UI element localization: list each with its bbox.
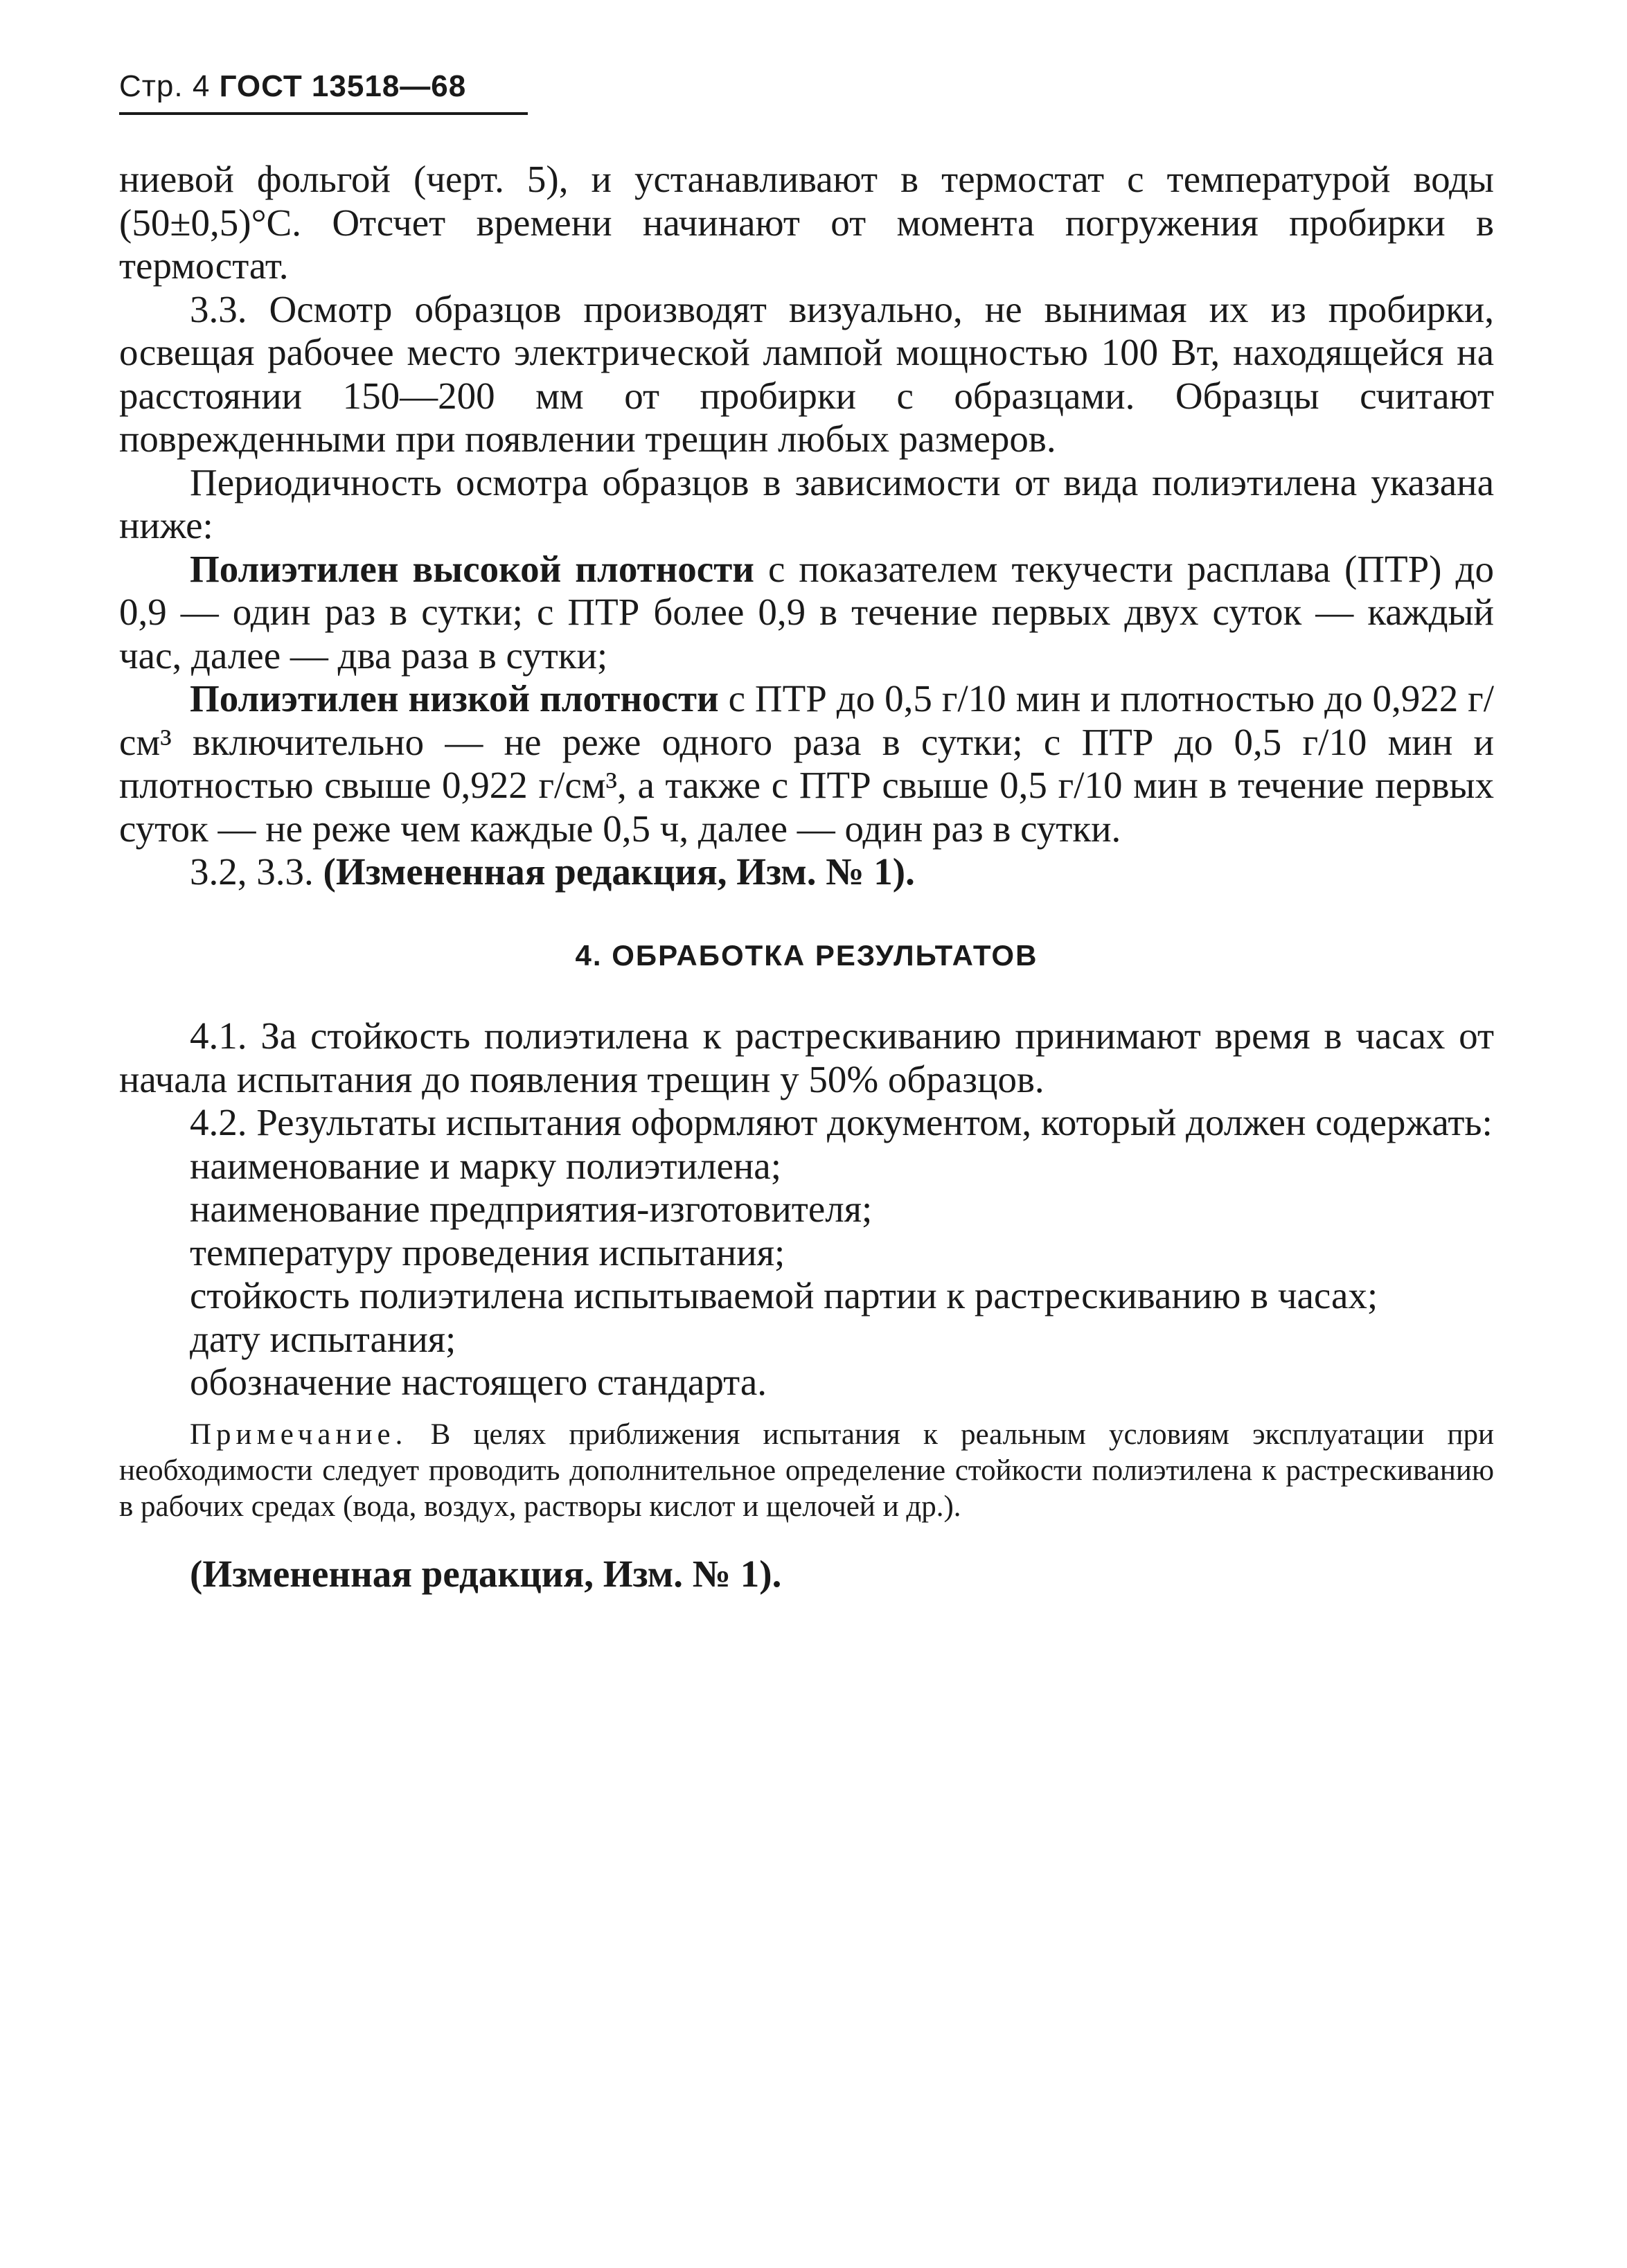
list-item: наименование и марку полиэтилена; <box>190 1144 781 1187</box>
page-header <box>119 69 528 115</box>
list-item: температуру проведения испытания; <box>190 1231 785 1274</box>
note-text: В целях приближения испытания к реальным условиям эксплуатации при необходимости следует проводить дополнительное определение стойкости полиэтилена к растрескиванию в рабочих средах (вода, воздух, растворы кислот и щелочей и др.). <box>119 1418 1494 1523</box>
list-item: наименование предприятия-изготовителя; <box>190 1188 873 1230</box>
section-heading: 4. ОБРАБОТКА РЕЗУЛЬТАТОВ <box>575 938 1038 972</box>
document-body <box>119 158 1494 1596</box>
note-label: Примечание. <box>190 1418 408 1451</box>
paragraph-3-3: 3.3. Осмотр образцов производят визуально, не вынимая их из пробирки, освещая рабочее место электрической лампой мощностью 100 Вт, находящейся на расстоянии 150—200 мм от пробирки с образцами. Образцы считают поврежденными при появлении трещин любых размеров. <box>119 287 1494 460</box>
paragraph-low-density <box>119 677 1494 850</box>
standard-code: ГОСТ 13518—68 <box>219 69 467 103</box>
low-density-term: Полиэтилен низкой плотности <box>190 677 719 720</box>
paragraph-periodicity: Периодичность осмотра образцов в зависимости от вида полиэтилена указана ниже: <box>119 461 1494 546</box>
amendment-note-4 <box>119 1553 1494 1596</box>
amendment-final-text: (Измененная редакция, Изм. № 1). <box>190 1552 782 1595</box>
page-number: Стр. 4 <box>119 69 211 103</box>
paragraph-4-2: 4.2. Результаты испытания оформляют документом, который должен содержать: <box>190 1101 1493 1143</box>
amendment-text: (Измененная редакция, Изм. № 1). <box>323 850 915 893</box>
paragraph-4-1: 4.1. За стойкость полиэтилена к растрескиванию принимают время в часах от начала испытания до появления трещин у 50% образцов. <box>119 1015 1494 1100</box>
note <box>119 1417 1494 1525</box>
low-density-text: с ПТР до 0,5 г/10 мин и плотностью до 0,922 г/см³ включительно — не реже одного раза в сутки; с ПТР до 0,5 г/10 мин и плотностью свыше 0,922 г/см³, а также с ПТР свыше 0,5 г/10 мин в течение первых суток — не реже чем каждые 0,5 ч, далее — один раз в сутки. <box>119 677 1494 850</box>
paragraph-continuation: ниевой фольгой (черт. 5), и устанавливают в термостат с температурой воды (50±0,5)°С. Отсчет времени начинают от момента погружения пробирки в термостат. <box>119 158 1494 287</box>
amendment-ref: 3.2, 3.3. <box>190 850 314 893</box>
list-item: стойкость полиэтилена испытываемой партии к растрескиванию в часах; <box>190 1274 1378 1316</box>
paragraph-high-density <box>119 548 1494 678</box>
amendment-note-3 <box>119 850 1494 894</box>
list-item: дату испытания; <box>190 1317 456 1360</box>
list-item: обозначение настоящего стандарта. <box>190 1361 767 1403</box>
high-density-term: Полиэтилен высокой плотности <box>190 547 754 590</box>
document-page <box>119 69 1494 1596</box>
high-density-text: с показателем текучести расплава (ПТР) до 0,9 — один раз в сутки; с ПТР более 0,9 в течение первых двух суток — каждый час, далее — два раза в сутки; <box>119 547 1494 677</box>
